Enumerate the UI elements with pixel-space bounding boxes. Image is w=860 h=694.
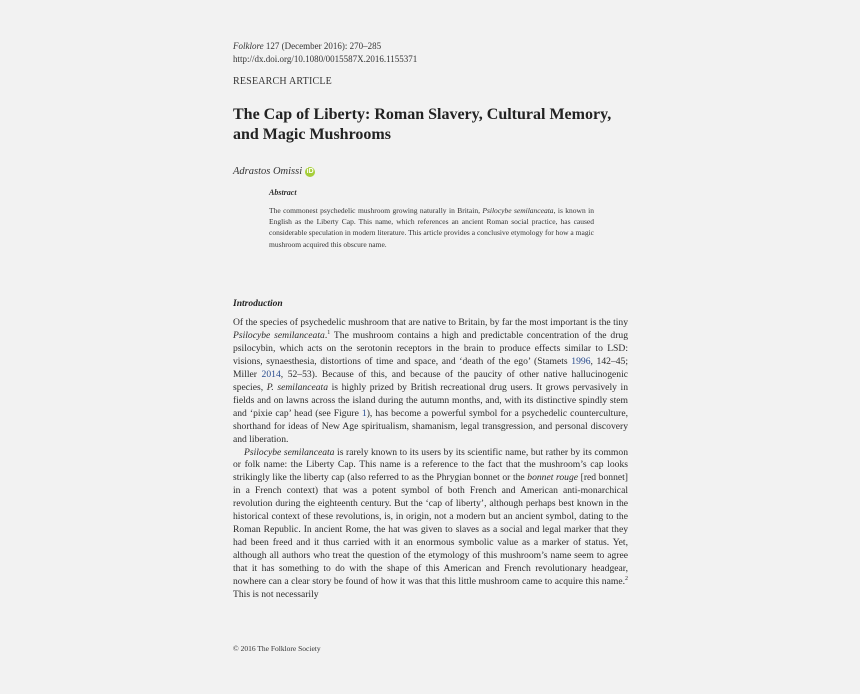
body-text — [233, 317, 628, 602]
journal-name: Folklore — [233, 41, 264, 51]
copyright-footer: © 2016 The Folklore Society — [233, 644, 321, 653]
citation-link-miller[interactable]: 2014 — [261, 368, 281, 380]
author-name[interactable]: Adrastos Omissi — [233, 166, 303, 177]
abstract-heading: Abstract — [269, 188, 297, 197]
journal-citation — [233, 40, 381, 52]
figure-link-1[interactable]: 1 — [361, 407, 367, 419]
doi-link[interactable]: http://dx.doi.org/10.1080/0015587X.2016.1155371 — [233, 54, 418, 64]
article-title: The Cap of Liberty: Roman Slavery, Cultural Memory, and Magic Mushrooms — [233, 106, 612, 143]
orcid-icon[interactable]: iD — [306, 167, 314, 175]
citation-link-stamets[interactable]: 1996 — [571, 355, 591, 367]
paragraph-1: Of the species of psychedelic mushroom that are native to Britain, by far the most important is the tiny Psilocybe semilanceata.$^1$ The mushroom contains a high and predictable concentration of the drug psilocybin, which acts on the serotonin receptors in the brain to produce effects similar to LSD: visions, synaesthesia, distortions of time and space, and ‘death of the ego’ (Stamets 1996, 142–45; Miller 2014, 52–53). Because of this, and because of the paucity of other native hallucinogenic species, P. semilanceata is highly prized by British recreational drug users. It grows pervasively in fields and on lawns across the island during the autumn months, and, with its distinctive spindly stem and ‘pixie cap’ head (see Figure 1), has become a powerful symbol for a psychedelic counterculture, shorthand for ideas of New Age spiritualism, shamanism, legal transgression, and personal discovery and liberation. — [233, 317, 629, 445]
article-type: RESEARCH ARTICLE — [233, 76, 332, 87]
footnote-ref-2[interactable]: 2 — [625, 575, 628, 582]
paragraph-2: Psilocybe semilanceata is rarely known to its users by its scientific name, but rather by its common or folk name: the Liberty Cap. This name is a reference to the fact that the mushroom’s cap looks strikingly like the liberty cap (also referred to as the Phrygian bonnet or the bonnet rouge [red bonnet] in a French context) that was a potent symbol of both French and American anti-monarchical revolution during the eighteenth century. But the ‘cap of liberty’, although perhaps best known in the historical context of these revolutions, is, in origin, not a modern but an ancient symbol, dating to the Roman Republic. In ancient Rome, the hat was given to slaves as a social and legal marker that they had been freed and it thus carried with it an enormous symbolic value as a marker of status. Yet, although all authors who treat the question of the etymology of this mushroom’s name seem to agree that it has something to do with the shape of this American and French revolutionary headgear, nowhere can a clear story be found of how it was that this little mushroom came to acquire this name.$^2$ This is not necessarily — [233, 446, 628, 601]
author-line — [233, 166, 315, 177]
citation-details: 127 (December 2016): 270–285 — [265, 41, 382, 51]
abstract-text: The commonest psychedelic mushroom growing naturally in Britain, Psilocybe semilanceata, is known in English as the Liberty Cap. This name, which references an ancient Roman social practice, has caused considerable speculation in modern literature. This article provides a conclusive etymology for how a magic mushroom acquired this obscure name. — [269, 206, 594, 249]
footnote-ref-1[interactable]: 1 — [327, 329, 331, 336]
section-heading-introduction: Introduction — [233, 299, 283, 309]
